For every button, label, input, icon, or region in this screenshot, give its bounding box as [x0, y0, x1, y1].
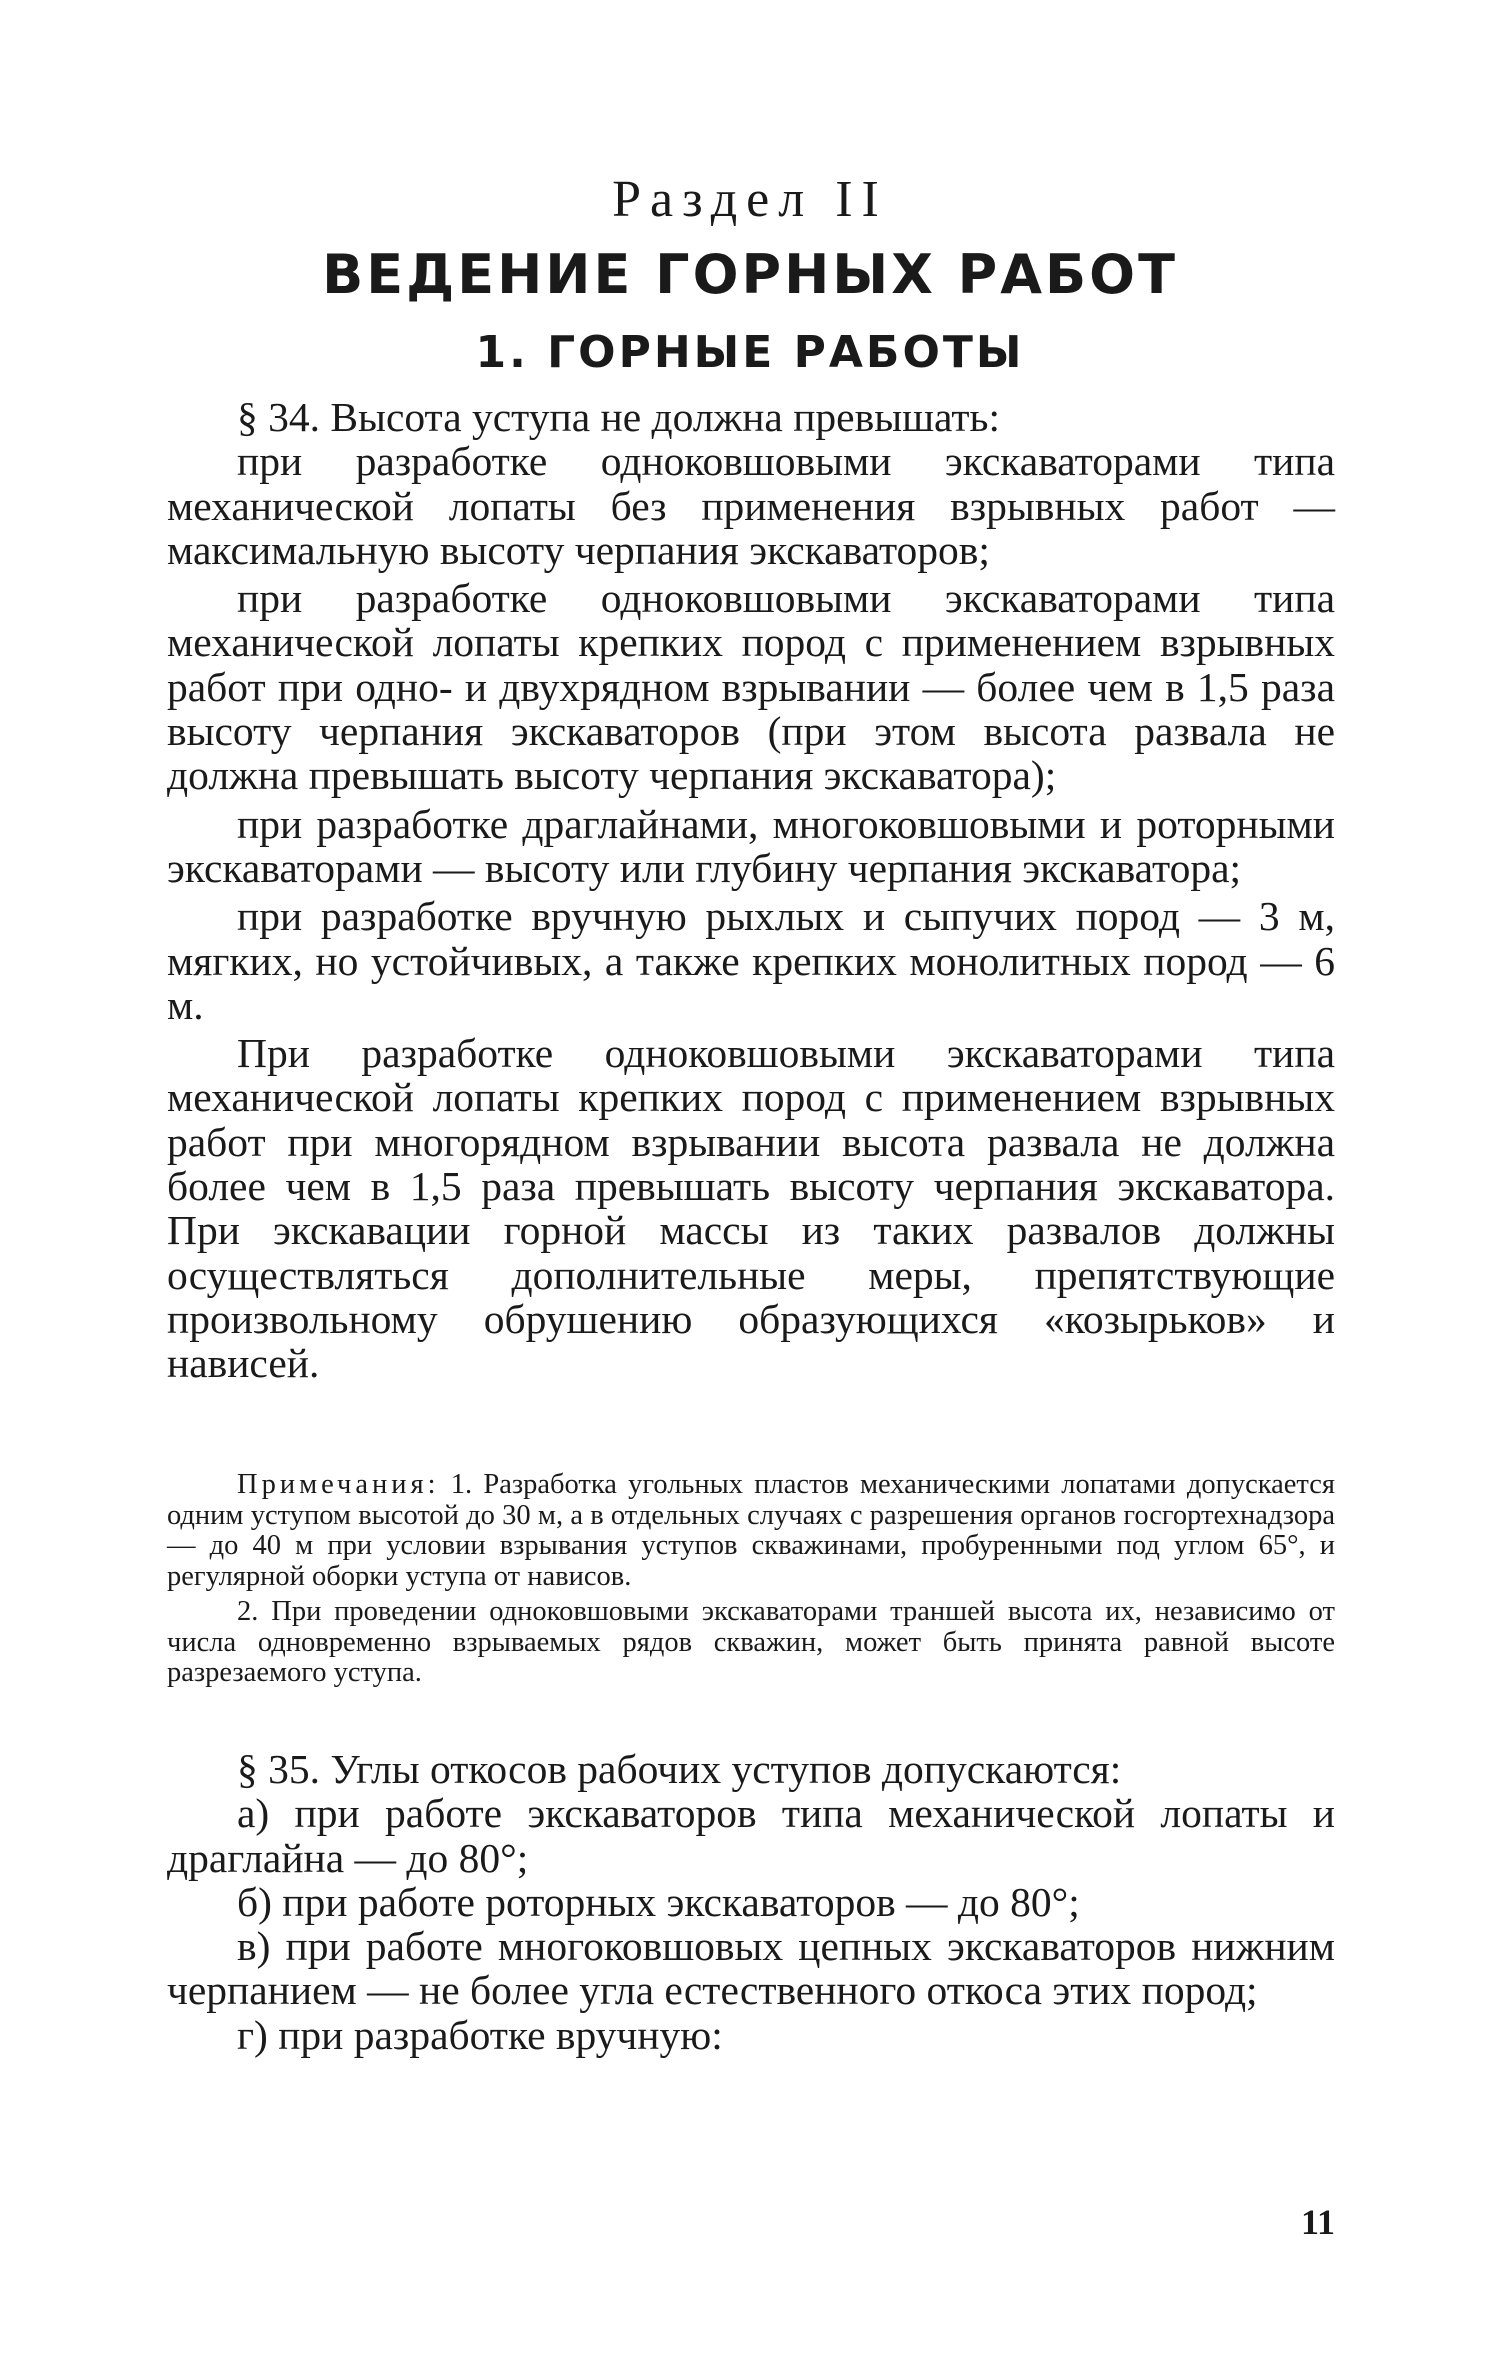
paragraph-35-item-b: б) при работе роторных экскаваторов — до 80°; [237, 1878, 1080, 1925]
section-label: Раздел II [612, 171, 888, 228]
notes-label: Примечания: [237, 1469, 440, 1500]
note-1-text: 1. Разработка угольных пластов механическими лопатами допускается одним уступом высотой до 30 м, а в отдельных случаях с разрешения органов госгортехнадзора — до 40 м при условии взрывания уступов скважинами, пробуренными под углом 65°, и регулярной оборки уступа от нависов. [167, 1469, 1335, 1592]
note-1 [167, 1470, 1335, 1592]
paragraph-35-item-d: г) при разработке вручную: [237, 2011, 723, 2058]
paragraph-35 [167, 1747, 1335, 2057]
notes-block [167, 1470, 1335, 1689]
page-number: 11 [1300, 2202, 1335, 2242]
subsection-title: 1. ГОРНЫЕ РАБОТЫ [475, 327, 1025, 378]
paragraph-34 [167, 395, 1335, 1386]
paragraph-34-item-5: При разработке одноковшовыми экскаваторами типа механической лопаты крепких пород с применением взрывных работ при многорядном взрывании высота развала не должна более чем в 1,5 раза превышать высоту черпания экскаватора. При экскавации горной массы из таких развалов должны осуществляться дополнительные меры, препятствующие произвольному обрушению образующихся «козырьков» и нависей. [167, 1030, 1335, 1387]
paragraph-35-intro: § 35. Углы откосов рабочих уступов допускаются: [237, 1746, 1122, 1792]
section-title: ВЕДЕНИЕ ГОРНЫХ РАБОТ [322, 243, 1178, 306]
paragraph-34-item-3: при разработке драглайнами, многоковшовыми и роторными экскаваторами — высоту или глубину черпания экскаватора; [167, 800, 1335, 891]
paragraph-34-item-2: при разработке одноковшовыми экскаваторами типа механической лопаты крепких пород с применением взрывных работ при одно- и двухрядном взрывании — более чем в 1,5 раза высоту черпания экскаваторов (при этом высота развала не должна превышать высоту черпания экскаватора); [167, 575, 1335, 799]
note-2: 2. При проведении одноковшовыми экскаваторами траншей высота их, независимо от числа одновременно взрываемых рядов скважин, может быть принята равной высоте разрезаемого уступа. [167, 1596, 1335, 1688]
paragraph-35-item-c: в) при работе многоковшовых цепных экскаваторов нижним черпанием — не более угла естественного откоса этих пород; [167, 1923, 1335, 2014]
paragraph-34-item-1: при разработке одноковшовыми экскаваторами типа механической лопаты без применения взрывных работ — максимальную высоту черпания экскаваторов; [167, 438, 1335, 573]
paragraph-34-item-4: при разработке вручную рыхлых и сыпучих пород — 3 м, мягких, но устойчивых, а также крепких монолитных пород — 6 м. [167, 893, 1335, 1028]
paragraph-34-intro: § 34. Высота уступа не должна превышать: [237, 394, 1000, 440]
paragraph-35-item-a: а) при работе экскаваторов типа механической лопаты и драглайна — до 80°; [167, 1790, 1335, 1881]
